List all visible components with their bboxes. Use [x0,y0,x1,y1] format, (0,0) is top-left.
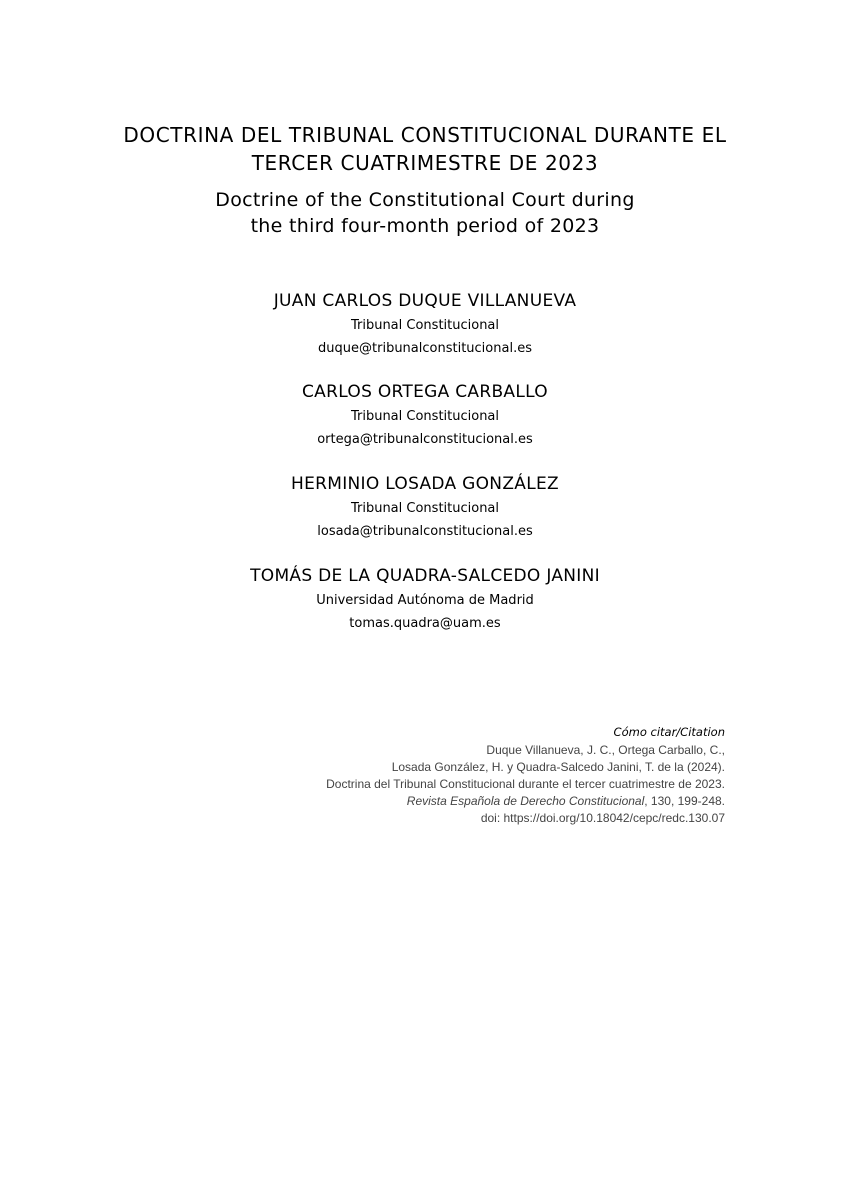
author-name: TOMÁS DE LA QUADRA-SALCEDO JANINI [250,566,600,586]
author-block [0,290,850,357]
citation-volume-pages: , 130, 199-248. [644,794,725,808]
title-spanish [0,121,850,177]
author-block [0,565,850,632]
citation-journal: Revista Española de Derecho Constitucional [406,794,645,808]
author-block [0,381,850,448]
author-email: ortega@tribunalconstitucional.es [317,432,533,447]
author-name: HERMINIO LOSADA GONZÁLEZ [291,474,559,494]
author-affiliation: Tribunal Constitucional [350,501,500,516]
author-affiliation: Universidad Autónoma de Madrid [316,593,534,608]
author-email: duque@tribunalconstitucional.es [318,341,532,356]
author-email: losada@tribunalconstitucional.es [317,524,533,539]
author-email: tomas.quadra@uam.es [349,616,501,631]
citation-line: Losada González, H. y Quadra-Salcedo Janini, T. de la (2024). [391,760,725,774]
title-spanish-line-1: DOCTRINA DEL TRIBUNAL CONSTITUCIONAL DURANTE EL [123,123,727,147]
title-spanish-line-2: TERCER CUATRIMESTRE DE 2023 [251,151,599,175]
title-english-line-1: Doctrine of the Constitutional Court during [215,189,635,211]
citation-block [245,724,725,827]
citation-line: Doctrina del Tribunal Constitucional durante el tercer cuatrimestre de 2023. [326,777,725,791]
author-block [0,473,850,540]
title-english [0,187,850,239]
author-name: CARLOS ORTEGA CARBALLO [302,382,548,402]
author-affiliation: Tribunal Constitucional [350,318,500,333]
citation-doi: doi: https://doi.org/10.18042/cepc/redc.130.07 [480,811,725,825]
citation-journal-line [245,793,725,810]
citation-heading: Cómo citar/Citation [613,725,725,739]
author-affiliation: Tribunal Constitucional [350,409,500,424]
citation-line: Duque Villanueva, J. C., Ortega Carballo, C., [486,743,725,757]
title-english-line-2: the third four-month period of 2023 [250,215,600,237]
author-name: JUAN CARLOS DUQUE VILLANUEVA [273,291,577,311]
